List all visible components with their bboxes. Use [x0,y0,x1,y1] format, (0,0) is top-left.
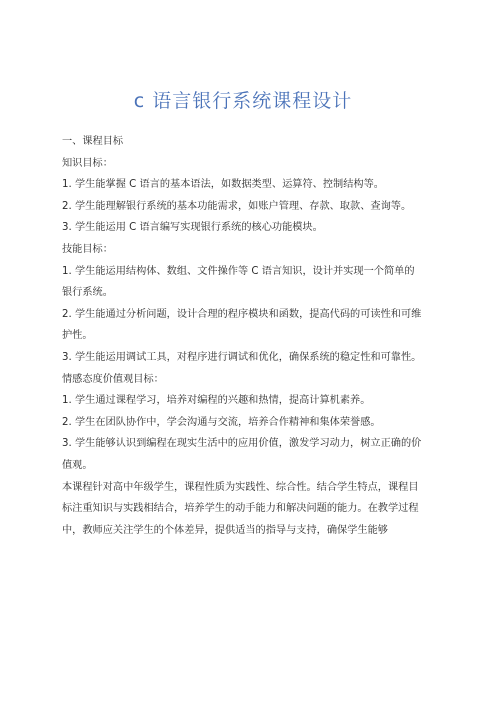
attitude-goals-heading: 情感态度价值观目标： [62,373,164,385]
skill-goal-item: 3. 学生能运用调试工具，对程序进行调试和优化，确保系统的稳定性和可靠性。 [62,351,422,363]
attitude-goal-item: 3. 学生能够认识到编程在现实生活中的应用价值，激发学习动力，树立正确的价值观。 [62,438,422,471]
summary-paragraph: 本课程针对高中年级学生，课程性质为实践性、综合性。结合学生特点，课程目标注重知识与实践相结合，培养学生的动手能力和解决问题的能力。在教学过程中，教师应关注学生的个体差异，提供适当的指导与支持，确保学生能够 [62,481,419,536]
skill-goals-heading: 技能目标： [62,243,113,255]
section-heading-course-goals: 一、课程目标 [62,136,124,147]
attitude-goal-item: 2. 学生在团队协作中，学会沟通与交流，培养合作精神和集体荣誉感。 [62,416,381,428]
document-title: c 语言银行系统课程设计 [133,90,353,112]
skill-goal-item: 2. 学生能通过分析问题，设计合理的程序模块和函数，提高代码的可读性和可维护性。 [62,308,422,342]
knowledge-goal-item: 3. 学生能运用 C 语言编写实现银行系统的核心功能模块。 [62,222,323,234]
attitude-goal-item: 1. 学生通过课程学习，培养对编程的兴趣和热情，提高计算机素养。 [62,395,371,407]
knowledge-goal-item: 1. 学生能掌握 C 语言的基本语法，如数据类型、运算符、控制结构等。 [62,179,384,191]
knowledge-goal-item: 2. 学生能理解银行系统的基本功能需求，如账户管理、存款、取款、查询等。 [62,200,412,212]
skill-goal-item: 1. 学生能运用结构体、数组、文件操作等 C 语言知识，设计并实现一个简单的银行系统。 [62,265,415,299]
knowledge-goals-heading: 知识目标： [62,157,113,169]
